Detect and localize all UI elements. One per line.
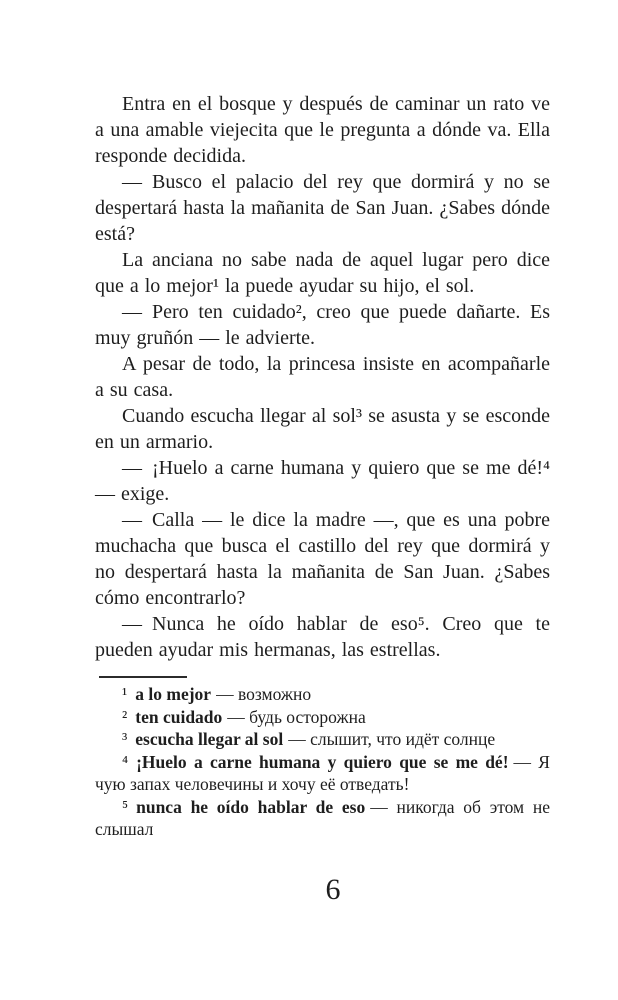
footnote-translation: — слышит, что идёт солнце [288,729,496,749]
footnote-term: a lo mejor [135,684,212,704]
footnote-2 [95,706,550,729]
footnote-translation: — возможно [216,684,312,704]
story-paragraph: Entra en el bosque y después de caminar un rato ve a una amable viejecita que le pregunta a dónde va. Ella responde decidida. [95,93,550,167]
page-number: 6 [325,873,341,906]
story-paragraph-dialogue: — Nunca he oído hablar de eso⁵. Creo que te pueden ayudar mis hermanas, las estrellas. [95,613,550,661]
footnote-1 [95,683,550,706]
footnote-term: escucha llegar al sol [135,729,284,749]
footnote-translation: — Я чую запах человечины и хочу её отведать! [95,751,550,794]
footnote-marker: ³ [122,729,128,749]
story-paragraph: Cuando escucha llegar al sol³ se asusta y se esconde en un armario. [95,405,550,453]
book-page-content [95,91,550,841]
footnote-term: ¡Huelo a carne humana y quiero que se me dé! [136,751,509,772]
footnote-term: nunca he oído hablar de eso [136,796,366,817]
footnote-3 [95,728,550,751]
story-paragraph: La anciana no sabe nada de aquel lugar pero dice que a lo mejor¹ la puede ayudar su hijo, el sol. [95,249,550,297]
footnote-marker: ¹ [122,684,128,704]
footnote-term: ten cuidado [135,706,223,727]
footnote-4 [95,751,550,796]
story-text-block [95,91,550,663]
story-paragraph-dialogue: — ¡Huelo a carne humana y quiero que se me dé!⁴ — exige. [95,457,550,505]
footnote-translation: — будь осторожна [227,706,366,727]
footnote-separator [99,676,187,678]
footnote-5 [95,796,550,841]
footnote-marker: ² [122,706,128,727]
story-paragraph-dialogue: — Busco el palacio del rey que dormirá y no se despertará hasta la mañanita de San Juan. ¿Sabes dónde está? [95,171,550,245]
story-paragraph-dialogue: — Pero ten cuidado², creo que puede dañarte. Es muy gruñón — le advierte. [95,301,550,349]
footnote-translation: — никогда об этом не слышал [95,796,550,839]
story-paragraph: A pesar de todo, la princesa insiste en acompañarle a su casa. [95,353,550,401]
footnote-marker: ⁵ [122,796,129,817]
footnote-marker: ⁴ [122,751,129,772]
footnotes-section [95,676,550,841]
story-paragraph-dialogue: — Calla — le dice la madre —, que es una pobre muchacha que busca el castillo del rey que dormirá y no despertará hasta la mañanita de San Juan. ¿Sabes cómo encontrarlo? [95,509,550,609]
